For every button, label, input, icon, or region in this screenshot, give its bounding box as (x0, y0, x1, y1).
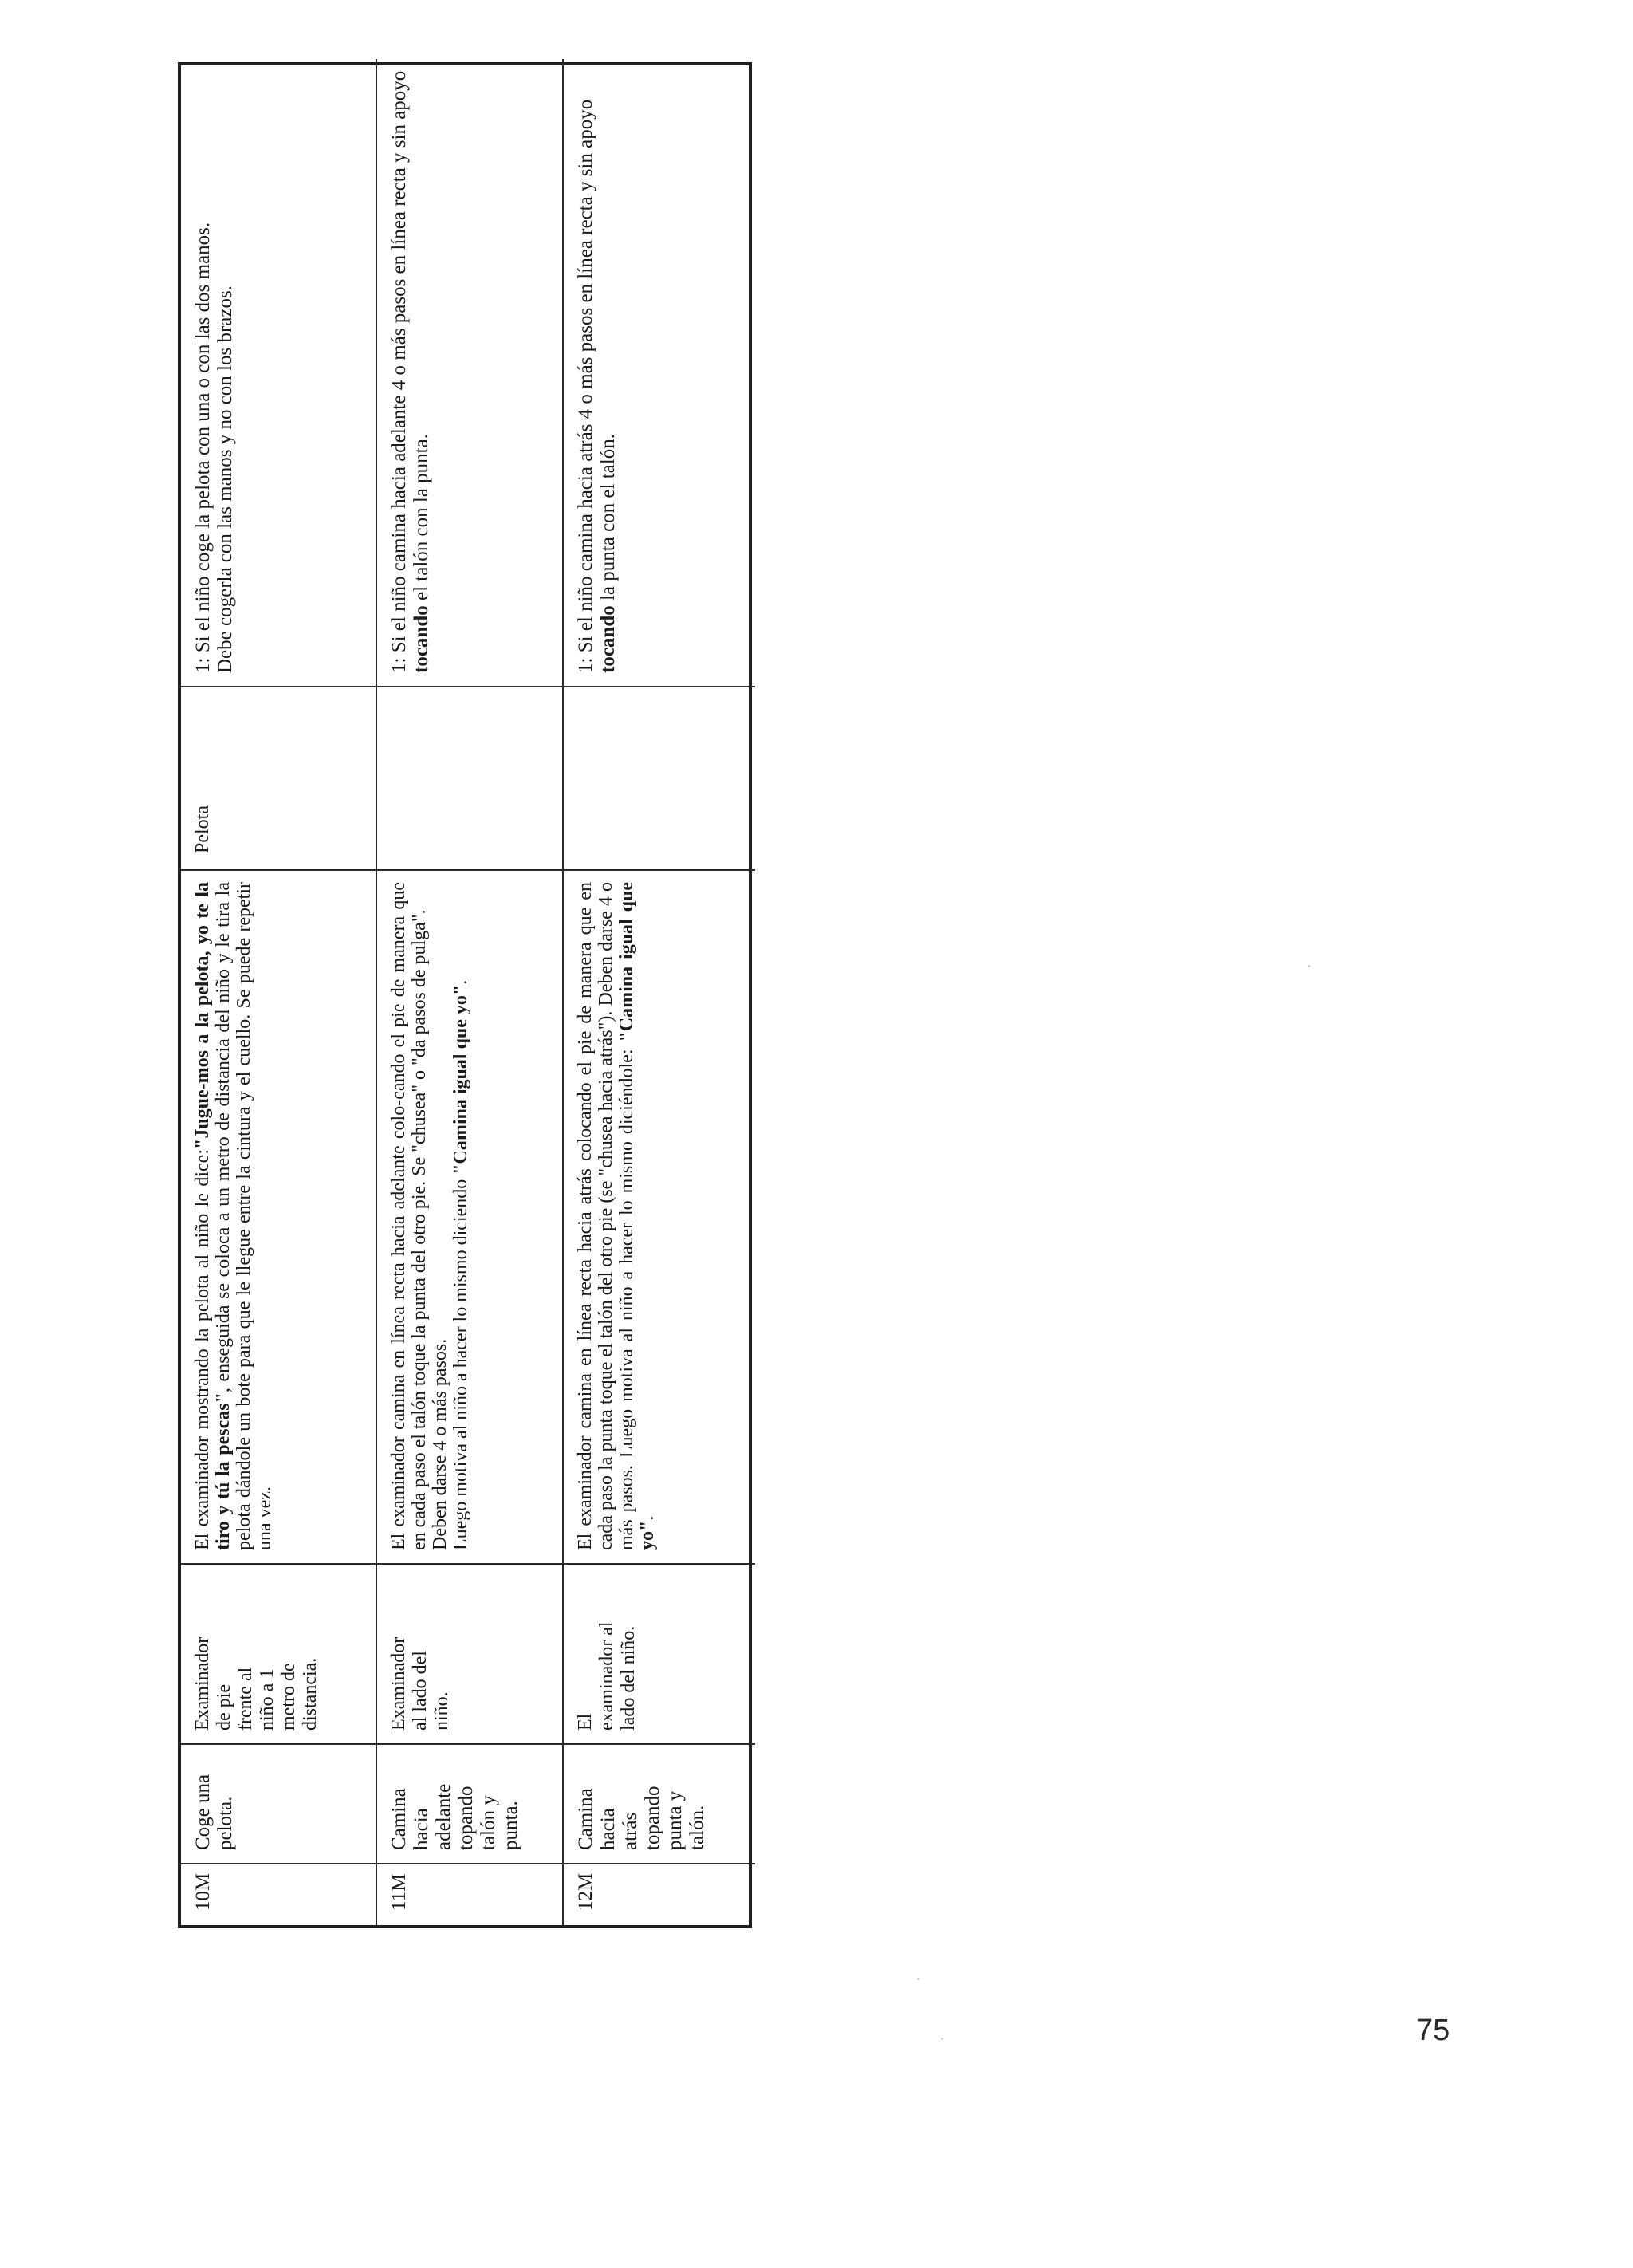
activity-cell: Camina hacia atrás topando punta y talón. (564, 1743, 755, 1863)
text-run: el talón con la punta. (411, 434, 432, 606)
material-cell: Pelota (181, 686, 376, 869)
scan-speck (917, 1978, 919, 1980)
position-cell: Examinador al lado del niño. (377, 1563, 562, 1743)
scan-speck (1308, 965, 1310, 967)
age-cell: 11M (377, 1863, 562, 1925)
text-run: la punta con el talón. (597, 434, 619, 606)
evaluation-table (178, 62, 752, 1928)
bold-text-run: "Camina igual que yo" (451, 984, 471, 1175)
table-row-11m (377, 59, 564, 1925)
procedure-cell (181, 869, 376, 1563)
bold-text-run: tocando (411, 605, 432, 673)
criteria-cell (564, 59, 755, 686)
text-run: El examinador mostrando la pelota al niño le dice: (192, 1149, 213, 1550)
activity-cell: Camina hacia adelante topando talón y punta. (377, 1743, 562, 1863)
text-run: El examinador camina en línea recta hacia adelante colo-cando el pie de manera que en cada paso el talón toque la punta del otro pie. Se "chusea" o "da pasos de pulga". Deben darse 4 o más pasos. Luego motiva al niño a hacer lo mismo diciendo (388, 882, 471, 1550)
text-run: . (451, 979, 471, 985)
activity-cell: Coge una pelota. (181, 1743, 376, 1863)
text-run: El examinador camina en línea recta hacia atrás colocando el pie de manera que en cada paso la punta toque el talón del otro pie (se "chusea hacia atrás"). Deben darse 4 o más pasos. Luego motiva al niño a hacer lo mismo diciéndole: (575, 882, 637, 1550)
criteria-cell (377, 59, 562, 686)
position-cell: Examinador de pie frente al niño a 1 metro de distancia. (181, 1563, 376, 1743)
age-cell: 10M (181, 1863, 376, 1925)
text-run: , enseguida se coloca a un metro de distancia del niño y le tira la pelota dándole un bote para que le llegue entre la cintura y el cuello. Se puede repetir una vez. (213, 882, 275, 1550)
procedure-cell (377, 869, 562, 1563)
criteria-cell (181, 59, 376, 686)
age-cell: 12M (564, 1863, 755, 1925)
table-row-12m (564, 59, 755, 1925)
page-number: 75 (1416, 2014, 1450, 2047)
text-run: 1: Si el niño camina hacia atrás 4 o más pasos en línea recta y sin apoyo (575, 99, 596, 673)
material-cell (377, 686, 562, 869)
text-run: . (637, 1515, 658, 1521)
text-run: 1: Si el niño coge la pelota con una o con las dos manos. Debe cogerla con las manos y no con los brazos. (192, 222, 236, 673)
bold-text-run: "Camina igual que yo" (616, 882, 658, 1550)
position-cell: El examinador al lado del niño. (564, 1563, 755, 1743)
procedure-cell (564, 869, 755, 1563)
bold-text-run: "Jugue-mos a la pelota, yo te la tiro y tú la pescas" (192, 881, 234, 1550)
text-run: 1: Si el niño camina hacia adelante 4 o más pasos en línea recta y sin apoyo (388, 70, 410, 673)
table-row-10m (181, 59, 377, 1925)
scan-speck (941, 2038, 943, 2040)
bold-text-run: tocando (597, 605, 619, 673)
material-cell (564, 686, 755, 869)
